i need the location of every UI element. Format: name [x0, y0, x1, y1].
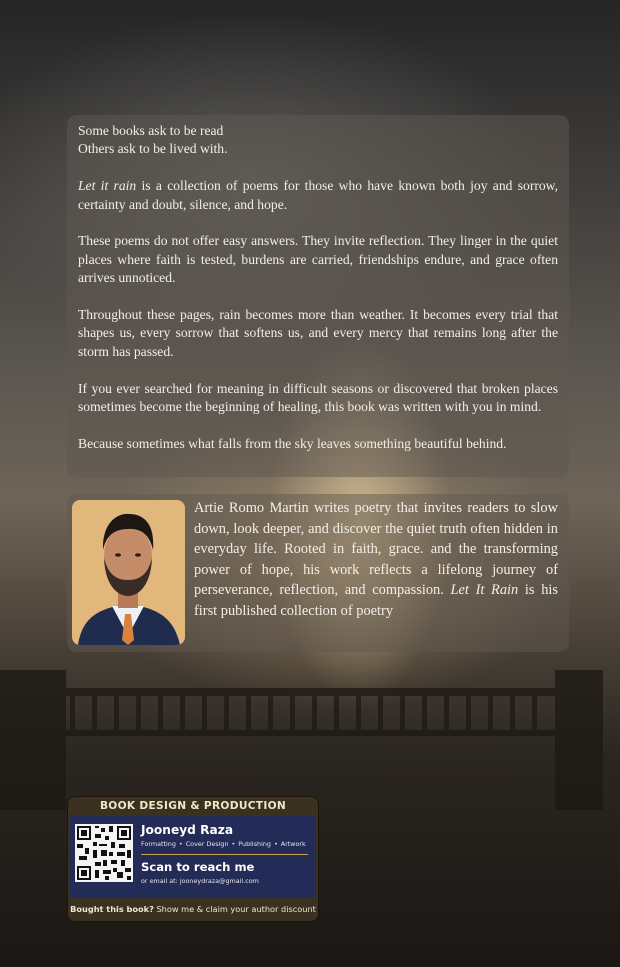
service-separator: •	[231, 840, 236, 848]
opening-line-1: Some books ask to be read	[78, 123, 224, 138]
author-photo	[72, 500, 185, 645]
bio-text-start: Artie Romo Martin writes poetry that invites readers to slow down, look deeper, and discover the quiet truth often hidden in everyday life. Rooted in faith, grace. and the transforming power of hope, his work reflects a lifelong journey of perseverance, reflection, and compassion.	[194, 500, 558, 599]
intro-paragraph	[78, 177, 558, 214]
card-body	[70, 816, 316, 898]
service-separator: •	[273, 840, 278, 848]
service-cover-design: Cover Design	[185, 840, 229, 848]
service-separator: •	[178, 840, 183, 848]
service-artwork: Artwork	[280, 840, 306, 848]
paragraph-reflection: These poems do not offer easy answers. They invite reflection. They linger in the quiet places where faith is tested, burdens are carried, friendships endure, and grace often arrives unnoticed.	[78, 233, 558, 286]
service-formatting: Formatting	[141, 840, 176, 848]
contact-email[interactable]: or email at: jooneydraza@gmail.com	[141, 877, 259, 885]
scan-cta: Scan to reach me	[141, 860, 255, 874]
book-description-panel	[67, 115, 569, 477]
opening-line-2: Others ask to be lived with.	[78, 141, 228, 157]
discount-offer	[68, 901, 318, 921]
qr-code[interactable]	[75, 824, 133, 882]
book-description	[78, 122, 558, 453]
iron-fence-silhouette	[0, 670, 620, 810]
service-publishing: Publishing	[238, 840, 271, 848]
card-divider	[141, 854, 308, 855]
designer-name: Jooneyd Raza	[141, 823, 234, 837]
paragraph-meaning: If you ever searched for meaning in difficult seasons or discovered that broken places sometimes become the beginning of healing, this book was written with you in mind.	[78, 380, 558, 415]
author-bio-panel	[67, 494, 569, 652]
discount-text: Show me & claim your author discount	[153, 904, 316, 914]
discount-question: Bought this book?	[70, 904, 154, 914]
paragraph-rain: Throughout these pages, rain becomes more than weather. It becomes every trial that shapes us, every sorrow that softens us, and every mercy that remains long after the storm has passed.	[78, 307, 558, 359]
closing-line: Because sometimes what falls from the sky leaves something beautiful behind.	[78, 435, 507, 451]
opening-lines	[78, 122, 558, 159]
qr-code-icon	[75, 824, 133, 882]
book-design-card	[67, 796, 319, 922]
author-bio	[194, 498, 558, 622]
intro-text: is a collection of poems for those who have known both joy and sorrow, certainty and doubt, silence, and hope.	[78, 178, 558, 212]
book-title-italic: Let it rain	[78, 178, 137, 194]
services-list	[141, 840, 306, 848]
bio-book-title: Let It Rain	[450, 582, 519, 599]
card-heading: BOOK DESIGN & PRODUCTION	[99, 800, 287, 812]
bio-text-end: is his first published collection of poetry	[194, 582, 558, 619]
